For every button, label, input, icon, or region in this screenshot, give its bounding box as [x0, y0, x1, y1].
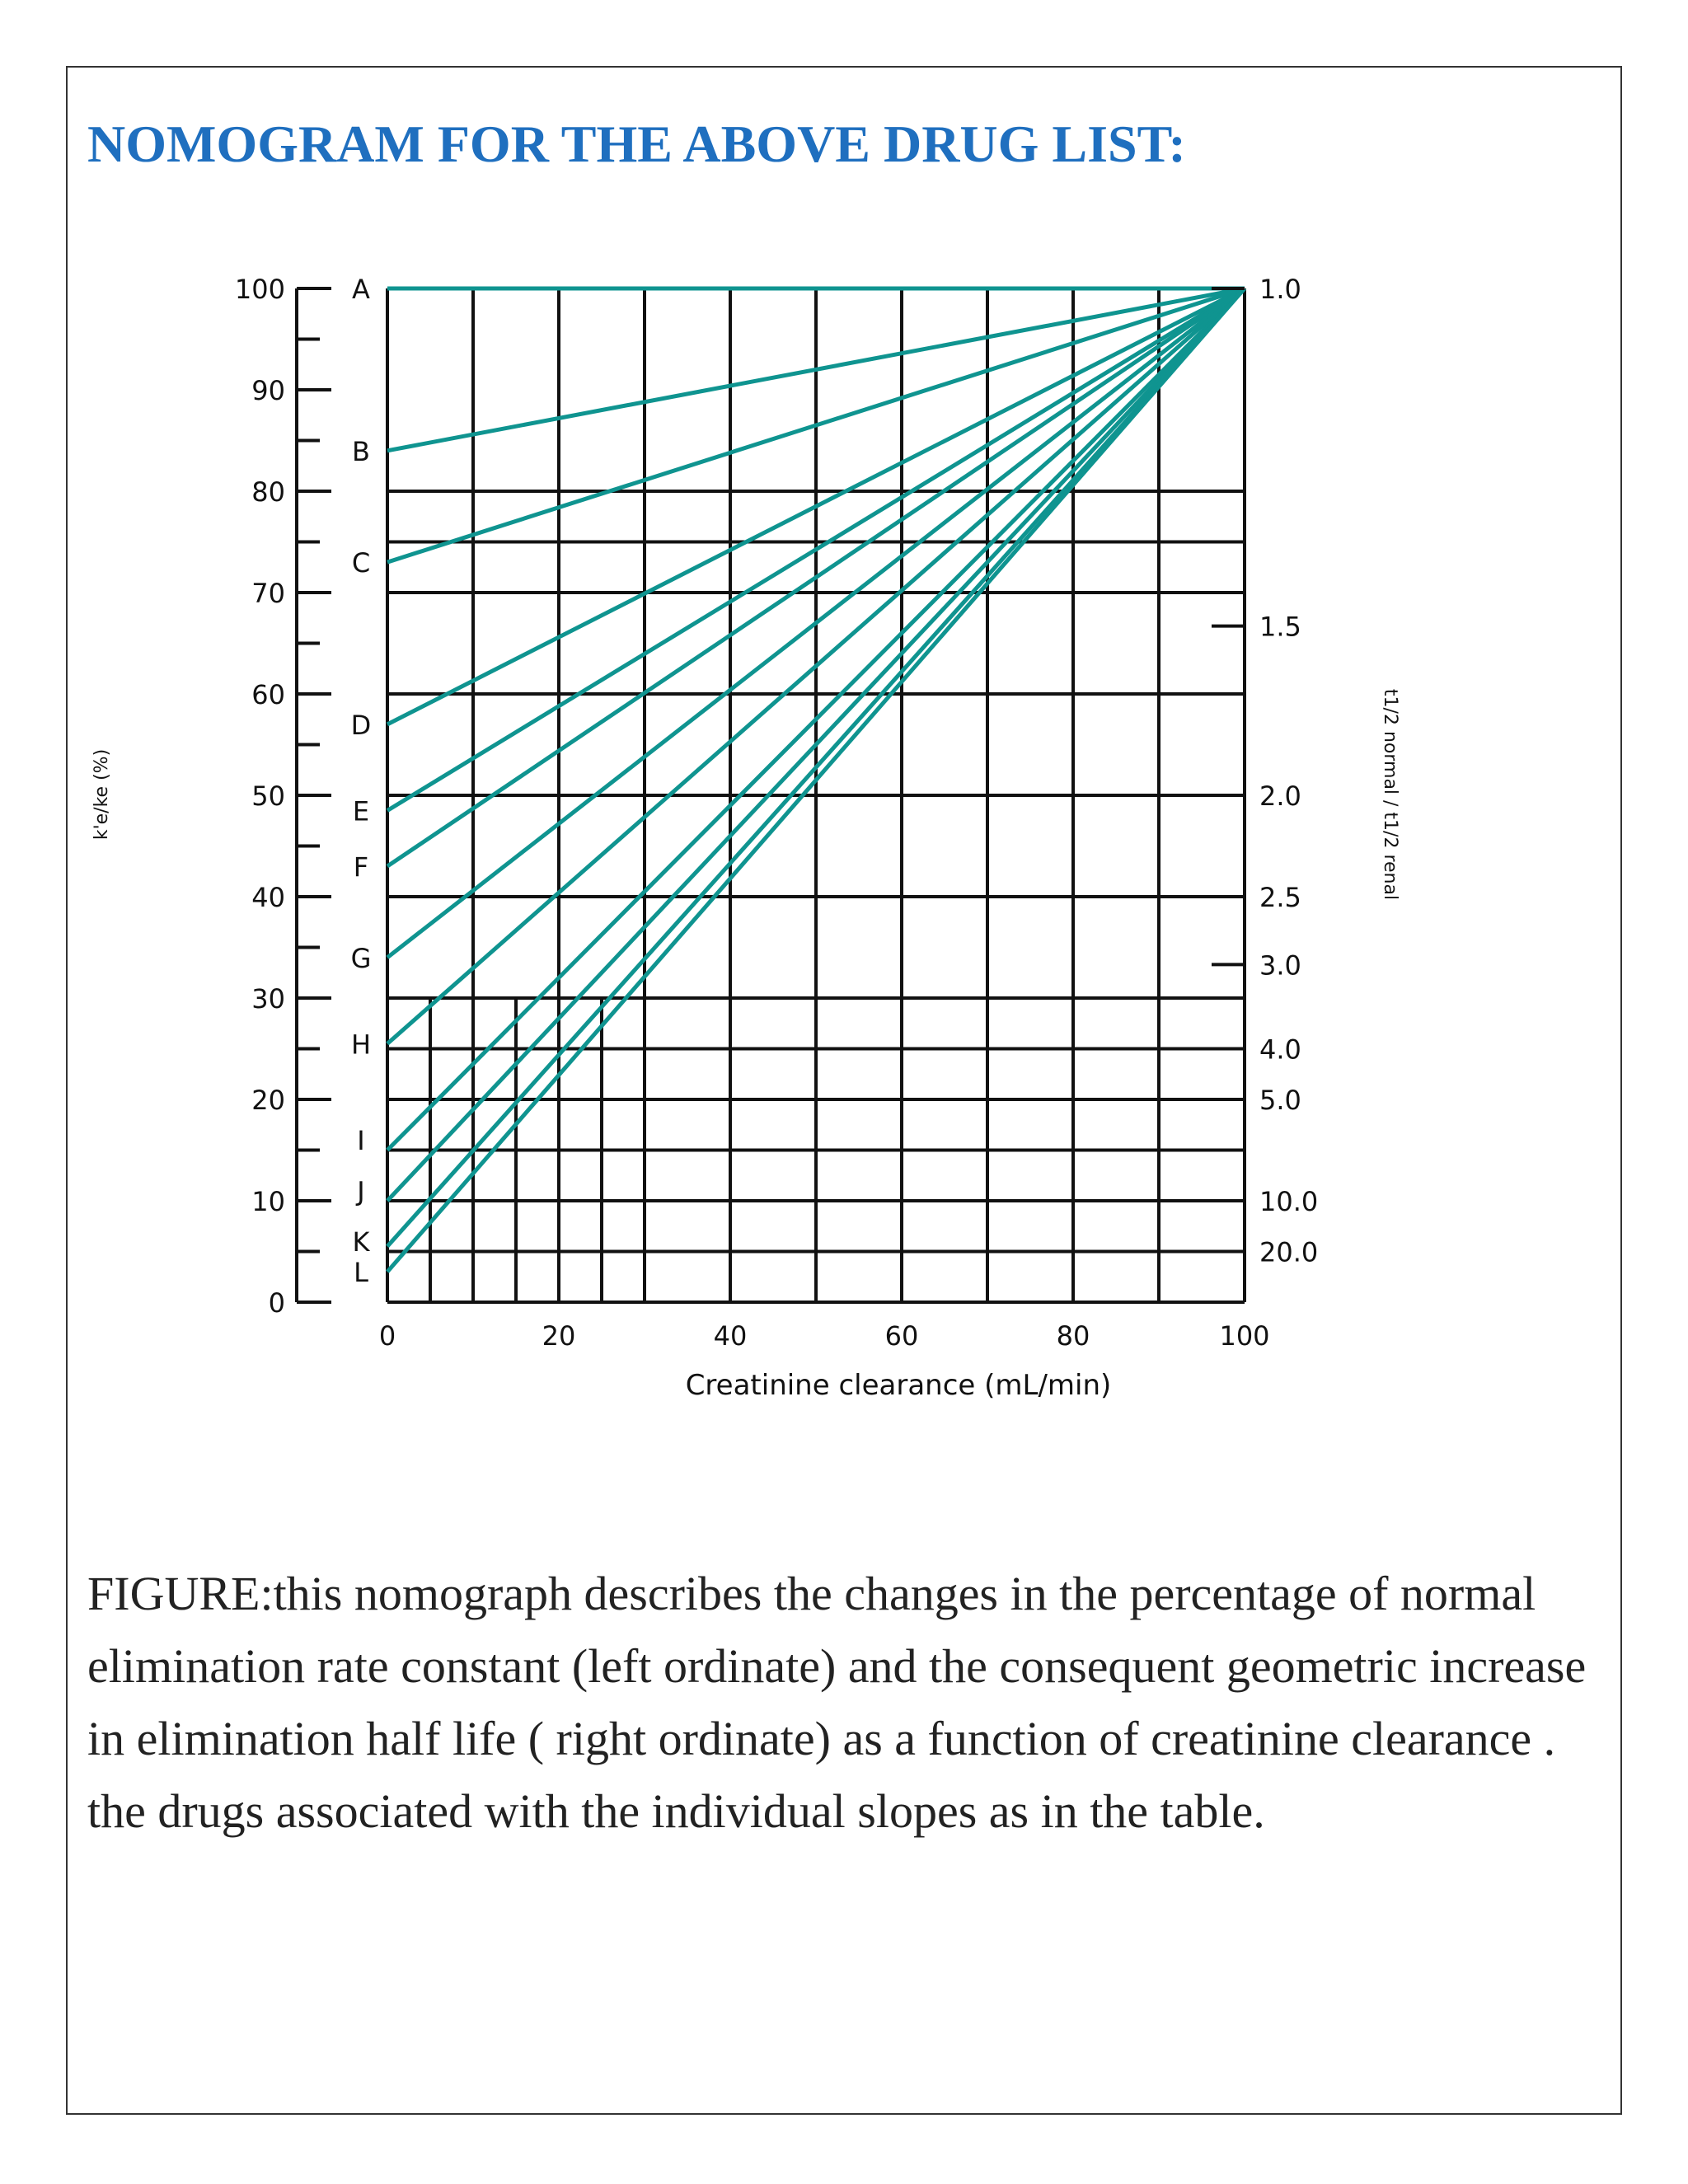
drug-letter-F: F [353, 851, 369, 883]
y-tick-label: 0 [268, 1287, 285, 1319]
y-tick-label: 60 [251, 679, 285, 710]
drug-letter-G: G [350, 942, 372, 974]
x-tick-label: 20 [542, 1320, 576, 1352]
right-tick-label: 3.0 [1259, 949, 1301, 982]
y-axis-right-label: t1/2 normal / t1/2 renal [1380, 688, 1400, 901]
x-tick-label: 0 [378, 1320, 396, 1352]
drug-letter-C: C [351, 547, 371, 579]
right-tick-label: 2.5 [1259, 882, 1301, 913]
grid-layer [387, 288, 1245, 1302]
right-tick-label: 20.0 [1259, 1236, 1319, 1268]
figure-caption: FIGURE:this nomograph describes the changes in the percentage of normal elimination rate constant (left ordinate) and the consequent geometric increase in elimination half life ( right ordinate) as a function of creatinine clearance . the drugs associated with the individual slopes as in the table. [87, 1567, 1587, 1838]
y-tick-label: 40 [251, 882, 285, 913]
y-axis-left-label: k'e/ke (%) [91, 748, 112, 841]
y-tick-label: 80 [251, 476, 285, 508]
y-tick-label: 10 [251, 1186, 285, 1217]
drug-letter-J: J [357, 1175, 365, 1207]
drug-letter-D: D [350, 709, 372, 741]
drug-letter-B: B [352, 435, 370, 467]
right-tick-label: 2.0 [1259, 780, 1301, 812]
right-tick-label: 5.0 [1259, 1085, 1301, 1116]
y-tick-label: 20 [251, 1085, 285, 1116]
right-tick-label: 1.5 [1259, 611, 1301, 643]
y-tick-label: 30 [251, 983, 285, 1015]
drug-letter-A: A [352, 274, 370, 305]
y-tick-label: 70 [251, 578, 285, 609]
drug-letter-I: I [357, 1125, 365, 1157]
nomogram-chart [82, 255, 1401, 1426]
drug-letter-K: K [352, 1226, 370, 1258]
right-tick-label: 10.0 [1259, 1186, 1319, 1217]
x-tick-label: 100 [1219, 1320, 1270, 1352]
x-tick-label: 60 [884, 1320, 919, 1352]
x-axis-label: Creatinine clearance (mL/min) [685, 1369, 1112, 1402]
drug-letter-E: E [352, 795, 370, 827]
drug-letter-L: L [354, 1257, 368, 1289]
right-tick-label: 1.0 [1259, 274, 1301, 305]
x-tick-label: 40 [713, 1320, 748, 1352]
y-tick-label: 50 [251, 780, 285, 812]
y-tick-label: 90 [251, 375, 285, 406]
page-heading: NOMOGRAM FOR THE ABOVE DRUG LIST: [87, 115, 1186, 173]
y-tick-label: 100 [234, 274, 285, 305]
drug-letter-H: H [350, 1029, 372, 1061]
x-tick-label: 80 [1056, 1320, 1090, 1352]
right-tick-label: 4.0 [1259, 1033, 1301, 1066]
